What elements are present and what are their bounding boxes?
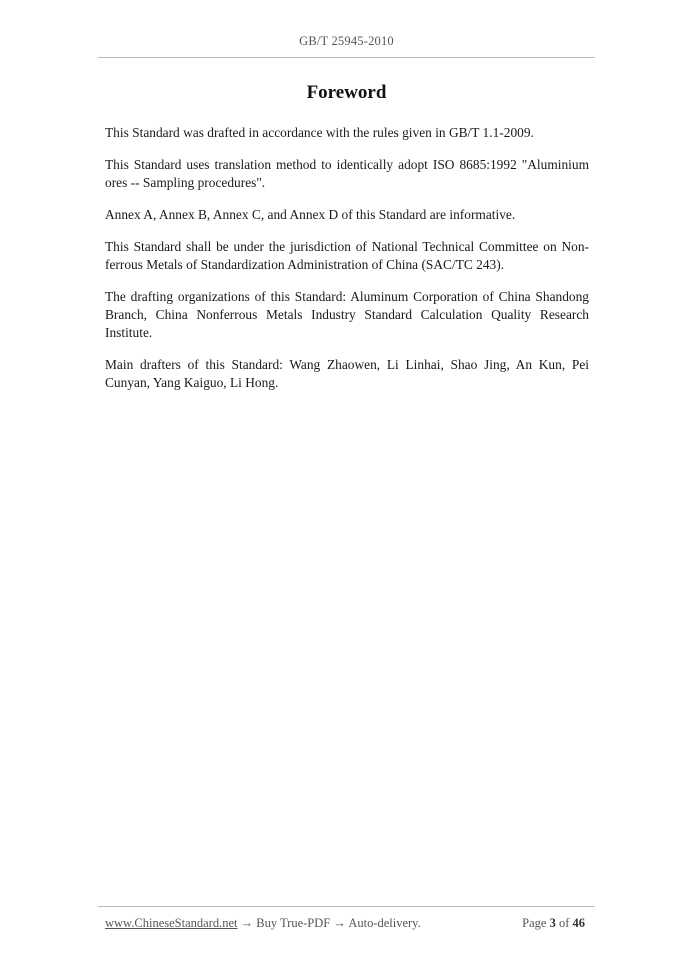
page-title: Foreword [306,82,387,103]
total-pages-number: 46 [572,916,585,930]
arrow-right-icon: → [333,916,346,930]
paragraph-jurisdiction: This Standard shall be under the jurisdiction of National Technical Committee on Non-ferrous Metals of Standardization Administration of China (SAC/TC 243). [105,239,589,272]
paragraph-drafting-organizations: The drafting organizations of this Standard: Aluminum Corporation of China Shandong Branch, China Nonferrous Metals Industry Standard Calculation Quality Research Institute. [105,289,589,340]
footer-divider [98,906,595,907]
document-body [105,124,589,406]
buy-pdf-text: Buy True-PDF [256,916,331,930]
paragraph-main-drafters: Main drafters of this Standard: Wang Zhaowen, Li Linhai, Shao Jing, An Kun, Pei Cunyan, Yang Kaiguo, Li Hong. [105,357,589,390]
paragraph-annexes: Annex A, Annex B, Annex C, and Annex D of this Standard are informative. [105,207,516,222]
current-page-number: 3 [549,916,556,930]
page-label: Page [522,916,547,930]
header-divider [98,57,595,58]
arrow-right-icon: → [240,916,254,930]
footer-promo [105,916,421,931]
running-header: GB/T 25945-2010 [299,34,394,48]
paragraph-drafting-rules: This Standard was drafted in accordance with the rules given in GB/T 1.1-2009. [105,125,534,140]
auto-delivery-text: Auto-delivery. [348,916,421,930]
paragraph-adoption: This Standard uses translation method to identically adopt ISO 8685:1992 "Aluminium ores -- Sampling procedures". [105,157,589,190]
site-link[interactable]: www.ChineseStandard.net [105,916,238,930]
page-indicator [522,916,585,931]
page-of-label: of [558,916,570,930]
